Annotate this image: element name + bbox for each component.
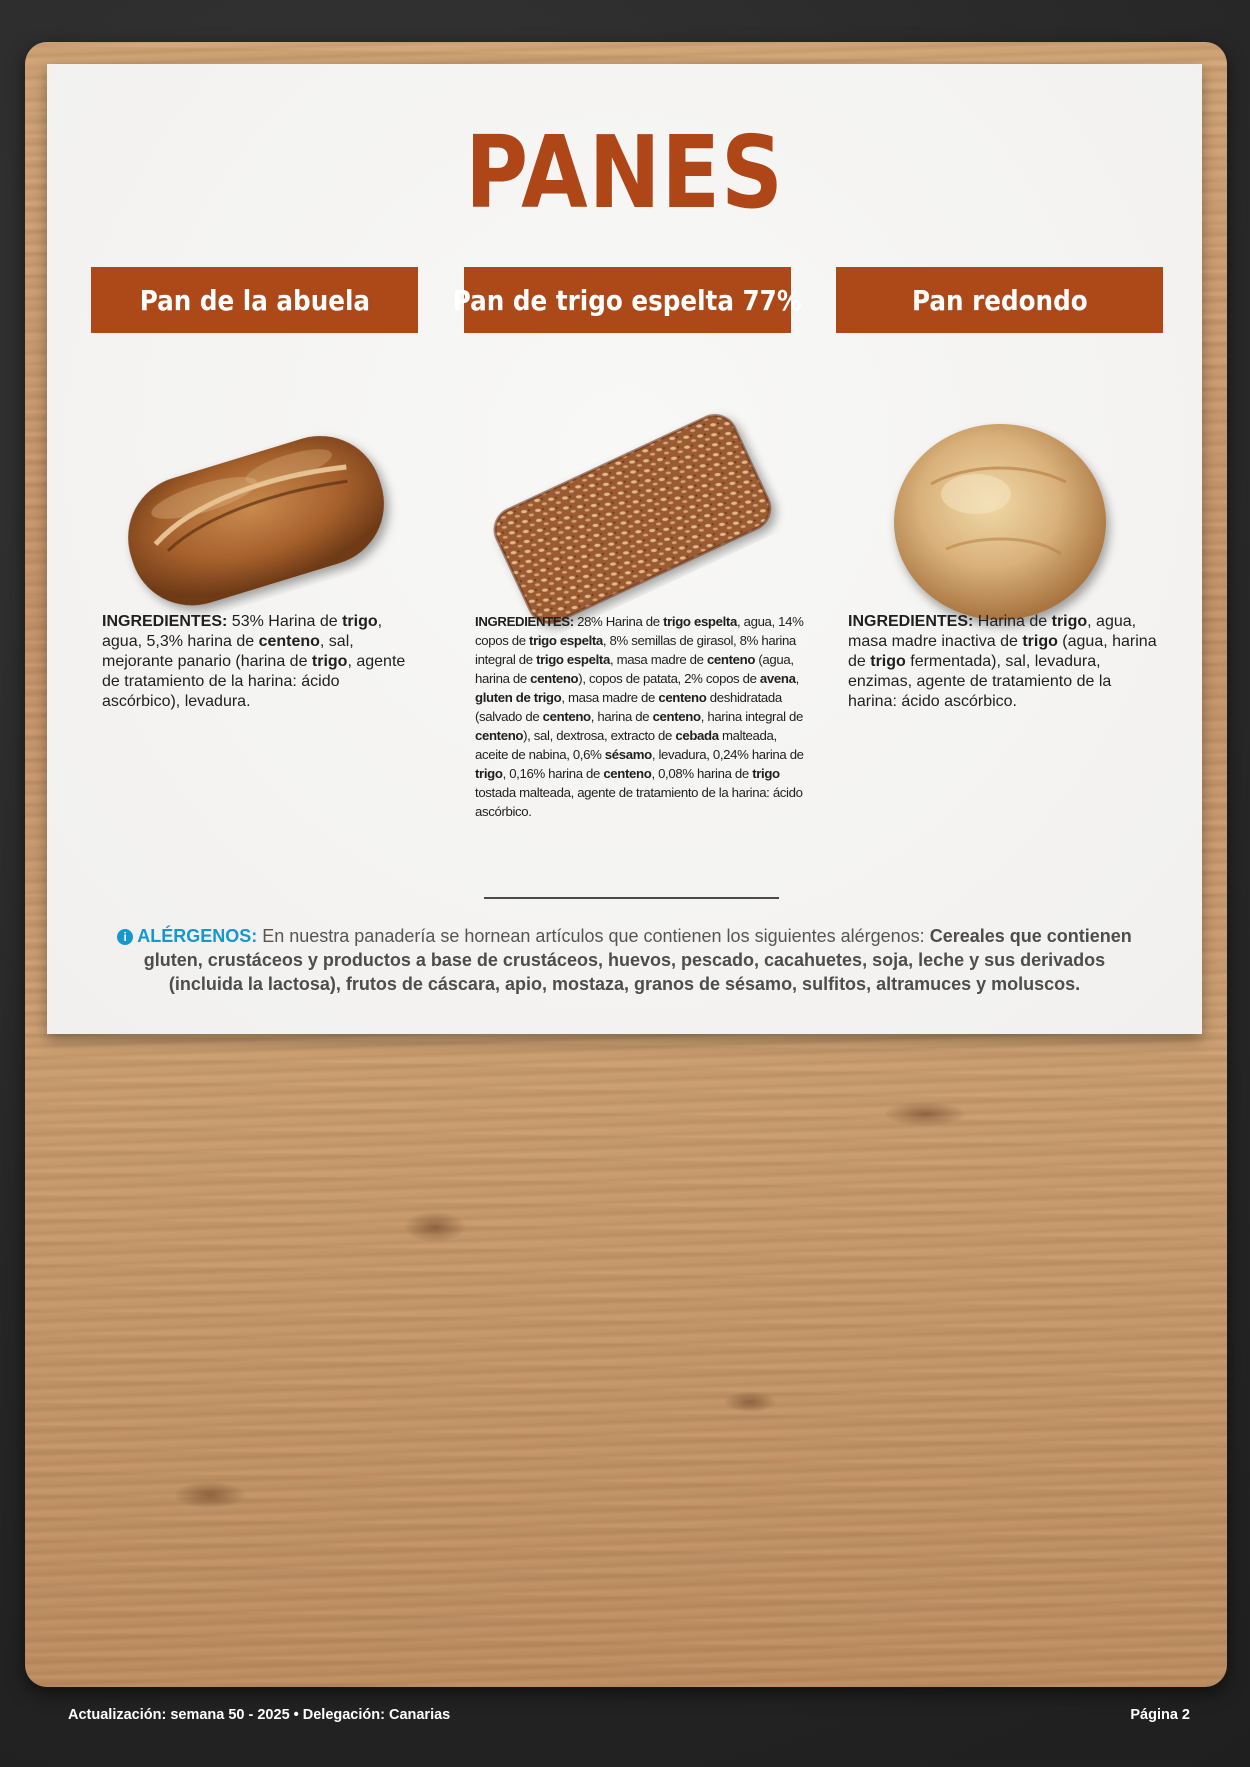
wood-knot (725, 1392, 775, 1412)
allergens-intro: En nuestra panadería se hornean artículos que contienen los siguientes alérgenos: (262, 926, 925, 946)
allergens-notice (117, 924, 1132, 996)
product-name: Pan de la abuela (139, 283, 370, 317)
menu-sheet (47, 64, 1202, 1034)
wood-knot (405, 1212, 465, 1242)
product-header-pan-de-trigo-espelta (453, 267, 802, 333)
product-header-pan-redondo (836, 267, 1163, 333)
product-header-pan-de-la-abuela (91, 267, 418, 333)
ingredients-pan-de-trigo-espelta: INGREDIENTES: 28% Harina de trigo espelta, agua, 14% copos de trigo espelta, 8% semillas de girasol, 8% harina integral de trigo espelta, masa madre de centeno (agua, harina de centeno), copos de patata, 2% copos de avena, gluten de trigo, masa madre de centeno deshidratada (salvado de centeno, harina de centeno, harina integral de centeno), sal, dextrosa, extracto de cebada malteada, aceite de nabina, 0,6% sésamo, levadura, 0,24% harina de trigo, 0,16% harina de centeno, 0,08% harina de trigo tostada malteada, agente de tratamiento de la harina: ácido ascórbico. (475, 614, 804, 819)
allergens-label: ALÉRGENOS: (137, 926, 258, 946)
page-number: Página 2 (1130, 1707, 1190, 1723)
section-divider (484, 897, 779, 899)
product-name: Pan de trigo espelta 77% (453, 283, 802, 317)
wood-knot (175, 1482, 245, 1508)
ingredients-pan-de-la-abuela: INGREDIENTES: 53% Harina de trigo, agua, 5,3% harina de centeno, sal, mejorante panario (harina de trigo, agente de tratamiento de la harina: ácido ascórbico), levadura. (102, 613, 406, 710)
ingredients-pan-redondo: INGREDIENTES: Harina de trigo, agua, masa madre inactiva de trigo (agua, harina de trigo fermentada), sal, levadura, enzimas, agente de tratamiento de la harina: ácido ascórbico. (848, 613, 1157, 710)
product-name: Pan redondo (911, 283, 1088, 317)
page-title: PANES (465, 114, 784, 231)
allergens-list: Cereales que contienen gluten, crustáceos y productos a base de crustáceos, huevos, pescado, cacahuetes, soja, leche y sus derivados (incluida la lactosa), frutos de cáscara, apio, mostaza, granos de sésamo, sulfitos, altramuces y moluscos. (143, 926, 1132, 994)
wood-knot (885, 1102, 965, 1126)
footer-update-info: Actualización: semana 50 - 2025 • Delegación: Canarias (68, 1707, 451, 1723)
info-icon: i (117, 929, 133, 945)
